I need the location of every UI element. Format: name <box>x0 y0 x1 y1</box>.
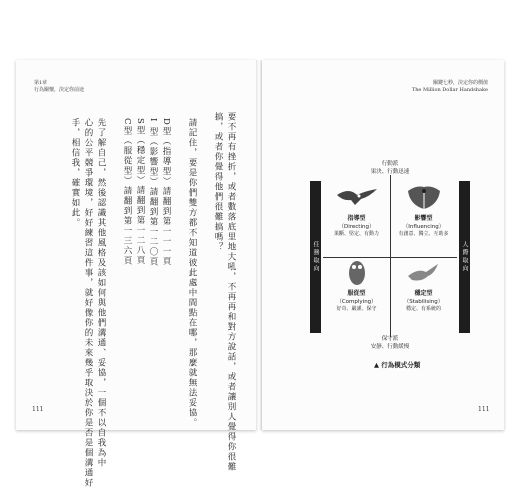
quadrant-english: （Complying） <box>336 299 377 305</box>
quadrant-influencing <box>390 183 457 259</box>
quadrant-title: 服從型 <box>347 290 366 297</box>
right-axis-label: 人際取向 <box>461 241 468 273</box>
quadrant-complying <box>323 258 390 334</box>
text-column: S型（穩定型）請翻到第一二八頁 <box>135 118 145 266</box>
text-column: 要不再有挫折，或者數落底里地大吼，不再再和對方說話，或者讓別人覺得你很難 <box>226 112 236 472</box>
text-column: 先了解自己，然後認識其他風格及該如何與他們溝通、妥協，一個不以自我為中 <box>96 118 106 468</box>
quadrant-english: （Directing） <box>338 224 375 230</box>
left-side-bar <box>310 181 321 333</box>
quadrant-stabilising <box>390 258 457 334</box>
quadrant-english: （Influencing） <box>402 224 445 230</box>
quadrant-desc: 穩定、有系統的 <box>405 306 441 312</box>
right-side-bar <box>459 181 470 333</box>
top-label: 行動派 <box>381 161 399 167</box>
quadrant-directing <box>323 183 390 259</box>
quadrant-desc: 好奇、嚴謹、保守 <box>336 306 377 312</box>
dove-icon <box>402 258 446 286</box>
top-sublabel: 果決、行動迅速 <box>370 169 410 175</box>
book-title-english: The Million Dollar Handshake <box>411 87 488 93</box>
text-column: 請記住，要是你們雙方都不知道彼此處中間點在哪，那麼就無法妥協。 <box>187 118 197 428</box>
text-column: I 型（影響型）請翻到第一二〇頁 <box>148 118 158 268</box>
text-column: 搞，或者你覺得他們很難搞嗎？ <box>213 112 223 252</box>
quadrant-desc: 有創意、獨立、互助多 <box>398 231 449 237</box>
bottom-label: 保守派 <box>381 336 399 342</box>
quadrant-title: 影響型 <box>414 215 433 222</box>
right-page-number: 111 <box>478 406 490 413</box>
text-column: C型（服從型）請翻到第一三六頁 <box>122 118 132 267</box>
diagram-bottom-label <box>340 335 440 351</box>
quadrant-english: （Stabilising） <box>403 299 444 305</box>
right-page-header <box>400 80 488 94</box>
text-column: 心的公平競爭環境，好好練習這件事，就好像你的未來幾乎取決於你是否是個溝通好 <box>83 118 93 488</box>
chapter-number: 第1章 <box>34 80 48 86</box>
bottom-sublabel: 安靜、行動緩慢 <box>370 344 410 350</box>
quadrant-desc: 果斷、堅定、有動力 <box>333 231 379 237</box>
peacock-icon <box>402 183 446 211</box>
eagle-icon <box>335 183 379 211</box>
left-axis-label: 任務取向 <box>312 241 319 273</box>
chapter-title: 行為關懷，決定你前途 <box>34 87 85 93</box>
text-column: 手，相信我，確實如此。 <box>70 118 80 228</box>
quadrant-title: 穩定型 <box>414 290 433 297</box>
left-page-number: 111 <box>32 406 44 413</box>
book-title: 關鍵七秒，決定你的價值 <box>432 80 488 86</box>
quadrant-title: 指導型 <box>347 215 366 222</box>
diagram-top-label <box>340 160 440 176</box>
owl-icon <box>335 258 379 286</box>
text-column: D型（指導型）請翻到第一一一頁 <box>161 118 171 267</box>
left-page-header <box>34 80 84 94</box>
diagram-caption: ▲ 行為模式分類 <box>374 361 421 369</box>
